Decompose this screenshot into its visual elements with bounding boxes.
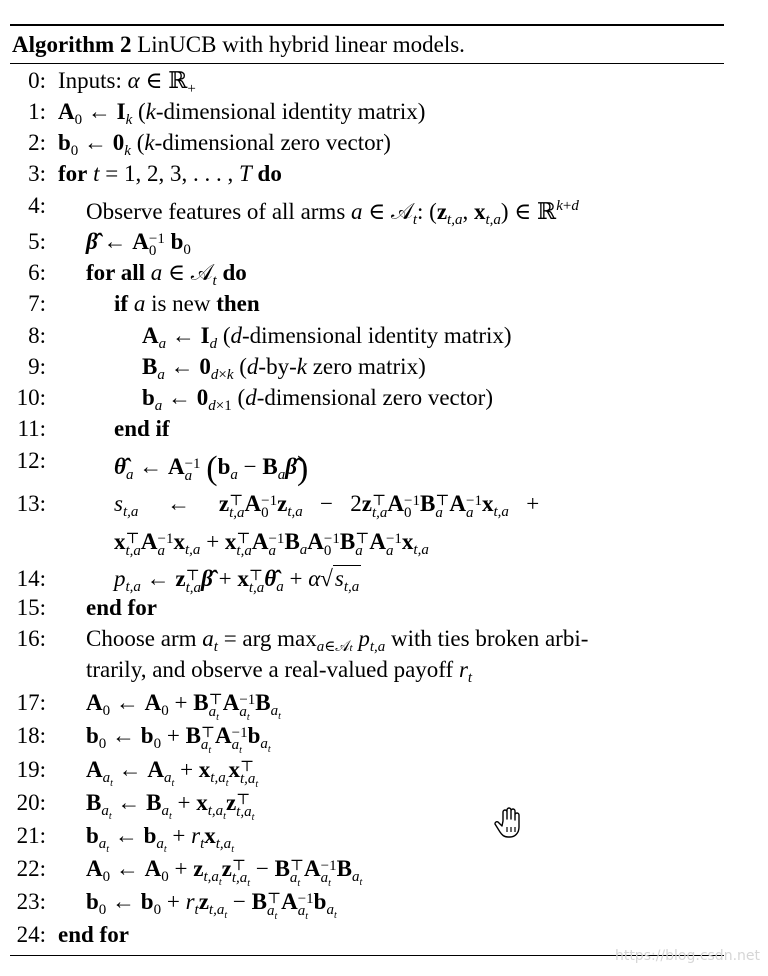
- k-identity-text: -dimensional identity matrix): [155, 99, 426, 124]
- algo-line-20: $B_{a_t}$ ← $B_{a_t} + x_{t,a_t}z$ ⊤ $t,a_t$: [86, 790, 255, 823]
- d-zero-text: -dimensional zero vector): [256, 385, 493, 410]
- algorithm-name: LinUCB with hybrid linear models.: [137, 32, 465, 57]
- algo-line-23: $b_0$ ← $b_0 + r_tz_{t,a_t} - B$ ⊤ $a_t$ A −1 $a_t$ $b_{a_t}$: [86, 889, 337, 922]
- line-number: 24:: [16, 922, 46, 947]
- line-number: 8:: [28, 323, 46, 348]
- title-rule: [10, 63, 724, 64]
- line-number: 21:: [16, 823, 46, 848]
- is-new-text: is new: [151, 291, 211, 316]
- line-number: 13:: [16, 491, 46, 516]
- line-number: 4:: [28, 193, 46, 218]
- algorithm-label: Algorithm 2: [12, 32, 132, 57]
- k-zero-text: -dimensional zero vector): [154, 130, 391, 155]
- algo-line-15: [86, 594, 157, 622]
- line-number: 17:: [16, 690, 46, 715]
- observe-text: Observe features of all arms: [86, 199, 346, 224]
- algo-line-19: $A_{a_t}$ ← $A_{a_t} + x_{t,a_t}x$ ⊤ $t,a_t$: [86, 757, 259, 790]
- algo-line-14: $p_{t,a}$ ← z ⊤ t,a β̂ + x ⊤ t,a $\thetâ_a + \alpha√s_{t,a}$: [114, 566, 360, 596]
- line-number: 12:: [16, 448, 46, 473]
- line-number: 18:: [16, 723, 46, 748]
- algo-line-16a: Choose arm $a_t$ = arg $\max_{a\in 𝒜t} p_{t,a}$ with ties broken arbi-: [86, 626, 589, 655]
- algo-line-4: Observe features of all arms a ∈ 𝒜$_t$: ($z_{t,a}$, $x_{t,a}$) ∈ ℝ$^{k+d}$: [86, 198, 579, 228]
- kw-end-for: end for: [58, 922, 129, 947]
- algorithm-title: [12, 30, 465, 60]
- algo-line-7: if a is new then: [114, 291, 260, 316]
- algo-line-21: $b_{a_t}$ ← $b_{a_t} + r_tx_{t,a_t}$: [86, 823, 234, 855]
- line-number: 16:: [16, 626, 46, 651]
- line-number: 3:: [28, 161, 46, 186]
- algo-line-12: $\thetâ_a$ ← A −1 a ($b_a$ − $B_a\betâ$): [114, 450, 309, 487]
- line-number: 22:: [16, 856, 46, 881]
- algo-line-10: $b_a$ ← $0_{d\times 1}$ (d-dimensional zero vector): [142, 385, 493, 414]
- algo-line-13b: x ⊤ t,a A −1 a $x_{t,a} + x$ ⊤ t,a A −1 a $B_aA$ −1 0 B ⊤ a A −1 a $x_{t,a}$: [114, 529, 429, 559]
- line-number: 5:: [28, 229, 46, 254]
- algo-line-8: $A_a$ ← $I_d$ (d-dimensional identity matrix): [142, 323, 512, 352]
- watermark: https://blog.csdn.net: [614, 948, 760, 964]
- line-number: 11:: [17, 416, 46, 441]
- by-text: -by-: [258, 354, 297, 379]
- choose-text: Choose arm: [86, 626, 197, 651]
- algo-line-16b: trarily, and observe a real-valued payoff $r_t$: [86, 657, 473, 686]
- line-number: 6:: [28, 260, 46, 285]
- algo-line-22: $A_0$ ← $A_0 + z_{t,a_t}z$ ⊤ $t,a_t$ − B ⊤ $a_t$ A −1 $a_t$ $B_{a_t}$: [86, 856, 363, 889]
- kw-then: then: [216, 291, 260, 316]
- line-number: 1:: [28, 99, 46, 124]
- line-number: 0:: [28, 68, 46, 93]
- line-number: 19:: [16, 757, 46, 782]
- hand-cursor-icon: [494, 807, 524, 839]
- line-number: 9:: [28, 354, 46, 379]
- kw-do: do: [222, 260, 247, 285]
- ties-text: with ties broken arbi-: [391, 626, 589, 651]
- zero-matrix-text: zero matrix): [312, 354, 426, 379]
- algo-line-6: for all a ∈ 𝒜$_t$ do: [86, 260, 247, 289]
- algo-line-0: Inputs: α ∈ ℝ$_+$: [58, 68, 196, 97]
- inputs-label: Inputs:: [58, 68, 122, 93]
- line-number: 10:: [16, 385, 46, 410]
- kw-end-for: end for: [86, 595, 157, 620]
- algo-line-9: $B_a$ ← $0_{d\times k}$ (d-by-k zero matrix): [142, 354, 426, 383]
- algo-line-24: [58, 921, 129, 949]
- algo-line-17: $A_0$ ← $A_0 + B$ ⊤ $a_t$ A −1 $a_t$ $B_{a_t}$: [86, 690, 281, 723]
- line-number: 7:: [28, 291, 46, 316]
- algo-line-3: for t = 1, 2, 3, . . . , T do: [58, 161, 282, 186]
- line-number: 15:: [16, 595, 46, 620]
- algo-line-18: $b_0$ ← $b_0 + B$ ⊤ $a_t$ A −1 $a_t$ $b_{a_t}$: [86, 723, 271, 756]
- algo-line-11: [114, 415, 170, 443]
- kw-for: for: [58, 161, 88, 186]
- line-number: 20:: [16, 790, 46, 815]
- line-number: 23:: [16, 889, 46, 914]
- top-rule: [10, 24, 724, 26]
- kw-do: do: [257, 161, 282, 186]
- d-identity-text: -dimensional identity matrix): [242, 323, 512, 348]
- kw-if: if: [114, 291, 129, 316]
- line-number: 2:: [28, 130, 46, 155]
- kw-for-all: for all: [86, 260, 145, 285]
- algo-line-5: β̂ ← A −1 0 $b_0$: [86, 229, 191, 259]
- line-number: 14:: [16, 566, 46, 591]
- algo-line-13a: $s_{t,a}$ ← z ⊤ t,a A −1 0 $z_{t,a} - 2z$ ⊤ t,a A −1 0 B ⊤ a A −1 a $x_{t,a}$ +: [114, 491, 540, 521]
- kw-end-if: end if: [114, 416, 170, 441]
- trarily-text: trarily, and observe a real-valued payoff: [86, 657, 454, 682]
- algo-line-1: $A_0$ ← $I_k$ (k-dimensional identity matrix): [58, 99, 426, 128]
- algo-line-2: $b_0$ ← $0_k$ (k-dimensional zero vector): [58, 130, 391, 159]
